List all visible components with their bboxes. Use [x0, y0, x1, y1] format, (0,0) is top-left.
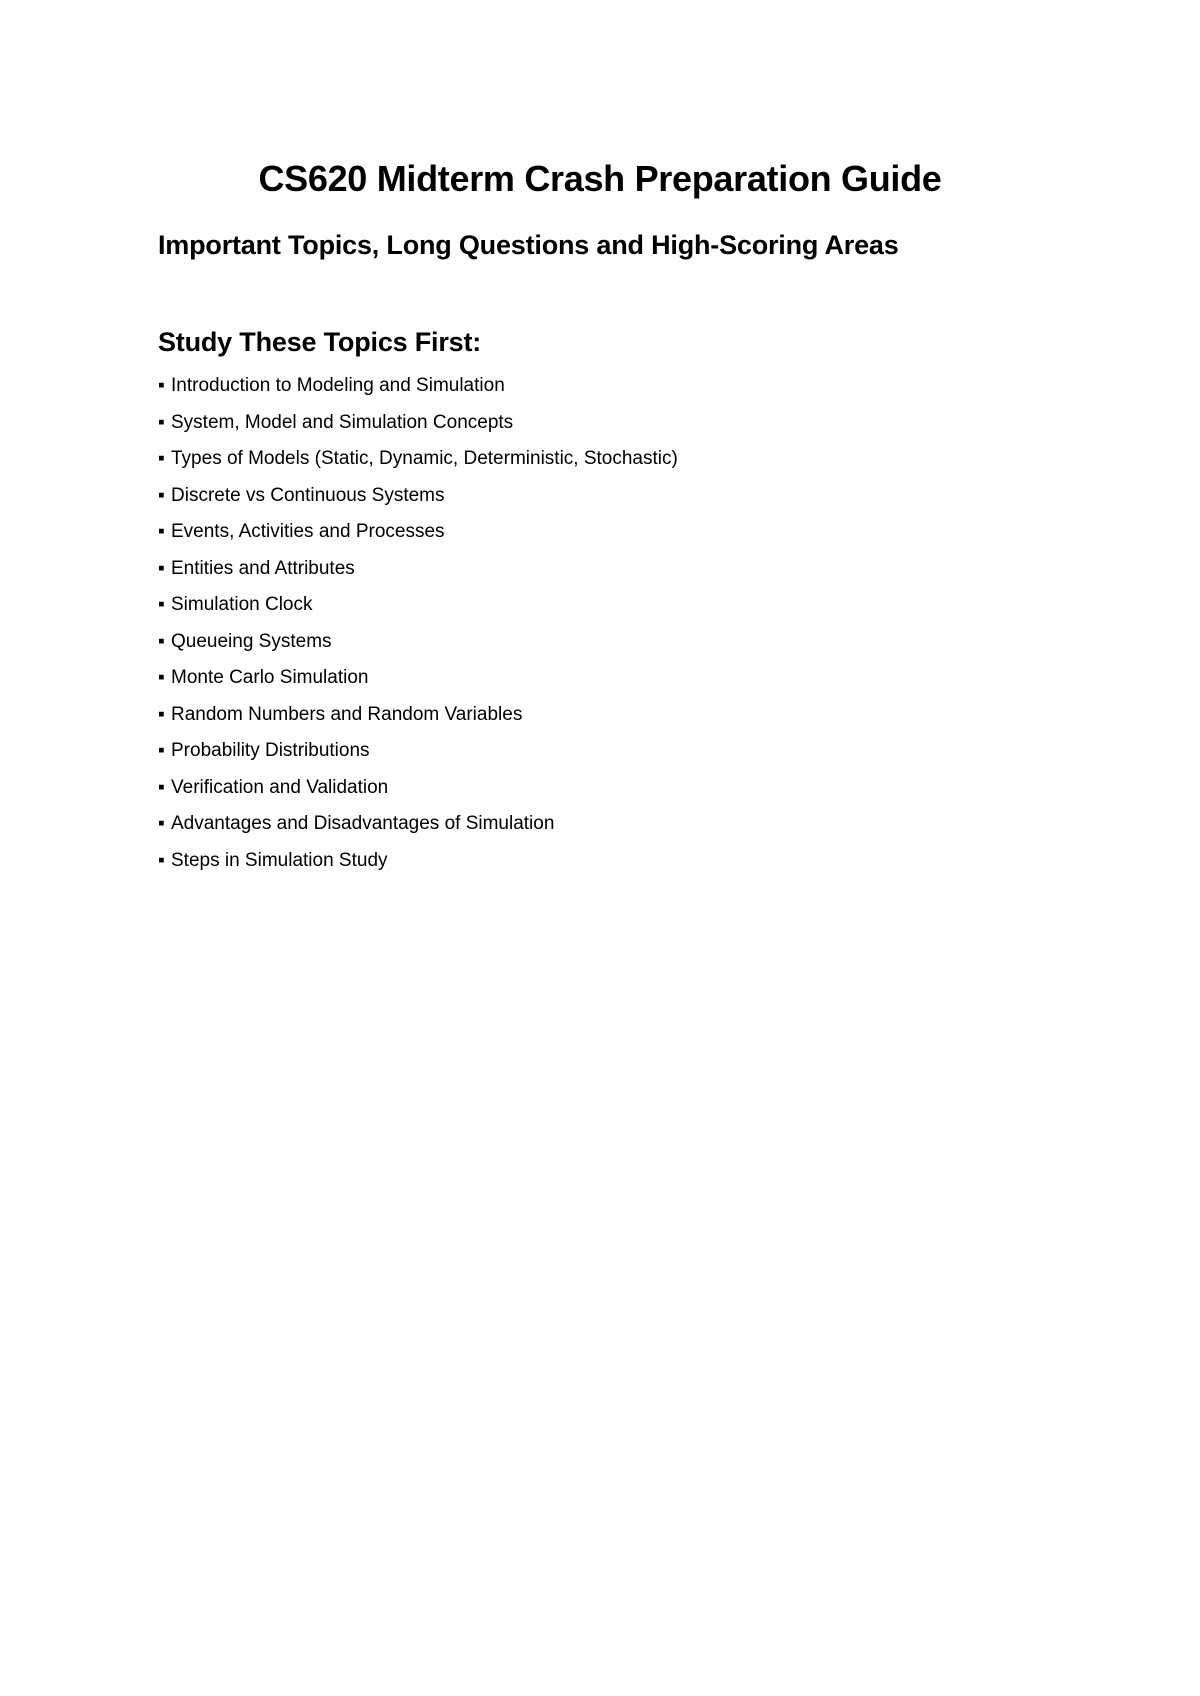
topic-text: Advantages and Disadvantages of Simulation [171, 813, 555, 834]
list-item [158, 848, 678, 885]
topic-text: Discrete vs Continuous Systems [171, 484, 445, 506]
list-item [158, 592, 678, 629]
topic-list [158, 373, 678, 884]
topic-text: Introduction to Modeling and Simulation [171, 375, 505, 396]
topic-text: Entities and Attributes [171, 557, 355, 579]
list-item [158, 519, 678, 556]
topic-text: Queueing Systems [171, 630, 332, 652]
bullet-icon: ▪ [158, 849, 165, 871]
bullet-icon: ▪ [158, 703, 165, 725]
topic-text: System, Model and Simulation Concepts [171, 411, 514, 433]
topic-text: Random Numbers and Random Variables [171, 703, 523, 725]
list-item [158, 446, 678, 483]
bullet-icon: ▪ [158, 667, 165, 688]
bullet-icon: ▪ [158, 740, 165, 761]
list-item [158, 738, 678, 775]
bullet-icon: ▪ [158, 776, 165, 798]
bullet-icon: ▪ [158, 521, 165, 542]
topic-text: Simulation Clock [171, 594, 313, 615]
page-subtitle: Important Topics, Long Questions and High-Scoring Areas [158, 230, 899, 260]
bullet-icon: ▪ [158, 557, 165, 579]
topic-text: Probability Distributions [171, 740, 370, 761]
list-item [158, 483, 678, 520]
topic-text: Types of Models (Static, Dynamic, Deterministic, Stochastic) [171, 448, 678, 469]
list-item [158, 629, 678, 666]
list-item [158, 665, 678, 702]
bullet-icon: ▪ [158, 813, 165, 834]
bullet-icon: ▪ [158, 630, 165, 652]
topic-text: Steps in Simulation Study [171, 849, 388, 871]
list-item [158, 410, 678, 447]
bullet-icon: ▪ [158, 484, 165, 506]
topic-text: Verification and Validation [171, 776, 389, 798]
list-item [158, 775, 678, 812]
page-title: CS620 Midterm Crash Preparation Guide [258, 158, 942, 199]
bullet-icon: ▪ [158, 411, 165, 433]
topic-text: Monte Carlo Simulation [171, 667, 369, 688]
bullet-icon: ▪ [158, 375, 165, 396]
bullet-icon: ▪ [158, 448, 165, 469]
list-item [158, 811, 678, 848]
topic-text: Events, Activities and Processes [171, 521, 445, 542]
list-item [158, 556, 678, 593]
list-item [158, 702, 678, 739]
bullet-icon: ▪ [158, 594, 165, 615]
list-item [158, 373, 678, 410]
section-heading: Study These Topics First: [158, 327, 482, 357]
